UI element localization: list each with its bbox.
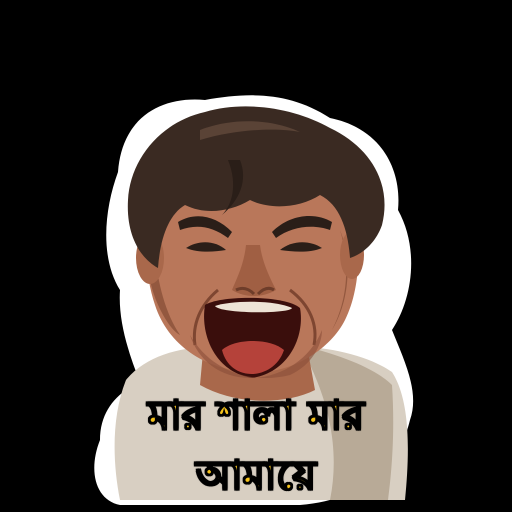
caption-line-2: আমায়ে bbox=[195, 453, 317, 499]
caption-line-1: মার শালা মার bbox=[147, 393, 365, 439]
